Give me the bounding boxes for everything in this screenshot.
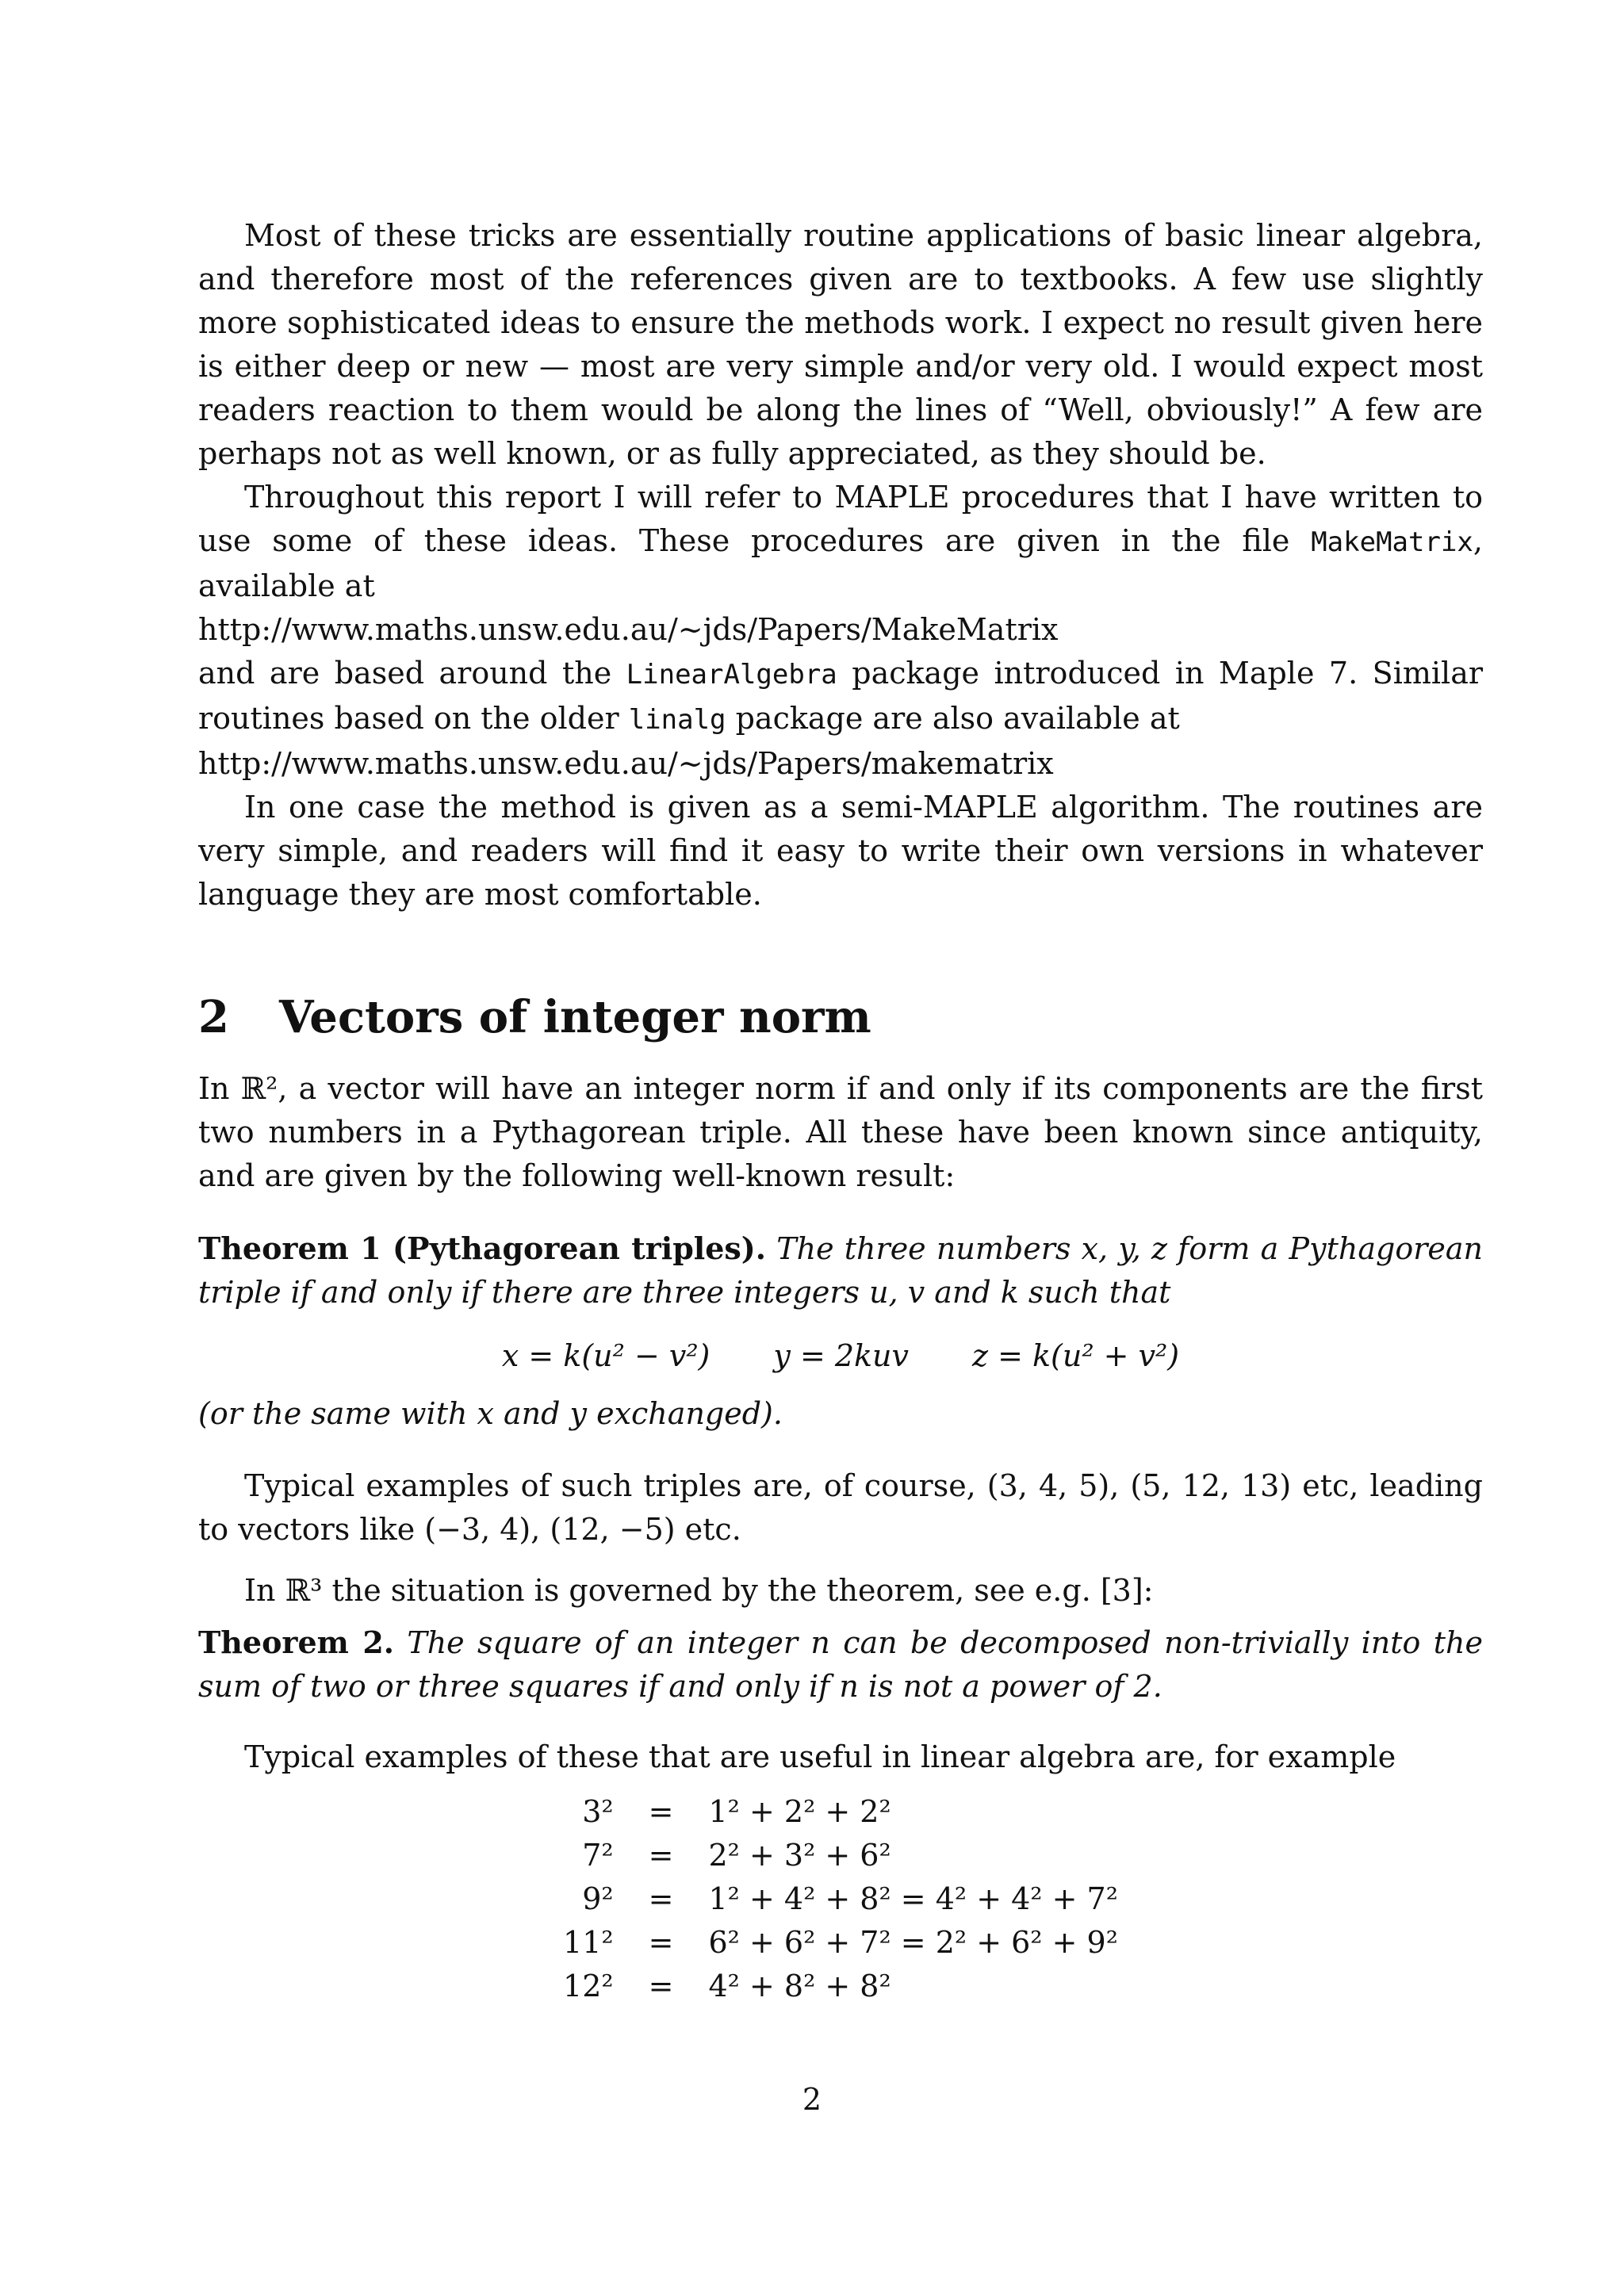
equation-relation: = <box>648 1881 674 1916</box>
theorem-1 <box>198 1226 1483 1314</box>
equation-x: x = k(u² − v²) <box>501 1338 710 1373</box>
equation-rhs: 1² + 2² + 2² <box>708 1794 891 1829</box>
equation-lhs: 7² <box>582 1838 614 1873</box>
equation-row <box>552 1834 1129 1877</box>
theorem-heading: Theorem 2. <box>198 1624 394 1660</box>
equation-relation: = <box>648 1925 674 1960</box>
intro-paragraph-2 <box>198 476 1483 786</box>
body-paragraph: Typical examples of these that are useful in linear algebra are, for example <box>244 1739 1396 1774</box>
equation-rhs: 2² + 3² + 6² <box>708 1838 891 1873</box>
equation-lhs: 9² <box>582 1881 614 1916</box>
equation-lhs: 12² <box>563 1969 614 2003</box>
page-number: 2 <box>802 2082 822 2117</box>
theorem-note: (or the same with x and y exchanged). <box>198 1396 783 1431</box>
intro-text: , available at <box>198 523 1483 603</box>
equation-relation: = <box>648 1838 674 1873</box>
equation-rhs: 1² + 4² + 8² = 4² + 4² + 7² <box>708 1881 1118 1916</box>
equation-rhs: 6² + 6² + 7² = 2² + 6² + 9² <box>708 1925 1118 1960</box>
display-equation <box>198 1338 1483 1373</box>
section-heading <box>198 989 1483 1045</box>
url-link-1[interactable]: http://www.maths.unsw.edu.au/∼jds/Papers/MakeMatrix <box>198 612 1059 647</box>
equation-z: z = k(u² + v²) <box>972 1338 1180 1373</box>
equation-lhs: 11² <box>563 1925 614 1960</box>
section-number: 2 <box>198 991 229 1043</box>
page-content <box>198 214 1483 2008</box>
equation-array <box>552 1790 1129 2008</box>
package-name: linalg <box>628 704 726 736</box>
theorem-heading: Theorem 1 (Pythagorean triples). <box>198 1230 767 1266</box>
url-link-2[interactable]: http://www.maths.unsw.edu.au/∼jds/Papers/makematrix <box>198 746 1054 781</box>
equation-rhs: 4² + 8² + 8² <box>708 1969 891 2003</box>
theorem-2 <box>198 1621 1483 1709</box>
package-name: LinearAlgebra <box>626 659 837 691</box>
intro-text: package introduced in Maple 7. Similar routines based on the older <box>198 656 1484 736</box>
intro-text: Throughout this report I will refer to MAPLE procedures that I have written to use some of these ideas. These procedures are given in the file <box>198 480 1483 558</box>
theorem-statement: The square of an integer n can be decomposed non-trivially into the sum of two or three squares if and only if n is not a power of 2. <box>198 1625 1483 1704</box>
equation-row <box>552 1921 1129 1965</box>
intro-paragraph-3: In one case the method is given as a semi-MAPLE algorithm. The routines are very simple, and readers will find it easy to write their own versions in whatever language they are most comfortable. <box>198 790 1483 912</box>
equation-row <box>552 1965 1129 2008</box>
equation-lhs: 3² <box>582 1794 614 1829</box>
section-title: Vectors of integer norm <box>279 991 871 1043</box>
intro-text: package are also available at <box>726 701 1180 736</box>
body-paragraph: In ℝ², a vector will have an integer norm if and only if its components are the first two numbers in a Pythagorean triple. All these have been known since antiquity, and are given by the following well-known result: <box>198 1071 1483 1193</box>
equation-row <box>552 1877 1129 1921</box>
equation-relation: = <box>648 1969 674 2003</box>
body-paragraph: In ℝ³ the situation is governed by the theorem, see e.g. [3]: <box>244 1573 1154 1608</box>
theorem-statement: The three numbers x, y, z form a Pythagorean triple if and only if there are three integers u, v and k such that <box>198 1231 1483 1310</box>
equation-relation: = <box>648 1794 674 1829</box>
intro-text: and are based around the <box>198 656 626 691</box>
file-name: MakeMatrix <box>1311 526 1473 558</box>
equation-row <box>552 1790 1129 1834</box>
intro-paragraph-1: Most of these tricks are essentially routine applications of basic linear algebra, and therefore most of the references given are to textbooks. A few use slightly more sophisticated ideas to ensure the methods work. I expect no result given here is either deep or new — most are very simple and/or very old. I would expect most readers reaction to them would be along the lines of “Well, obviously!” A few are perhaps not as well known, or as fully appreciated, as they should be. <box>198 218 1483 471</box>
body-paragraph: Typical examples of such triples are, of course, (3, 4, 5), (5, 12, 13) etc, leading to vectors like (−3, 4), (12, −5) etc. <box>198 1468 1483 1547</box>
equation-y: y = 2kuv <box>773 1338 910 1373</box>
